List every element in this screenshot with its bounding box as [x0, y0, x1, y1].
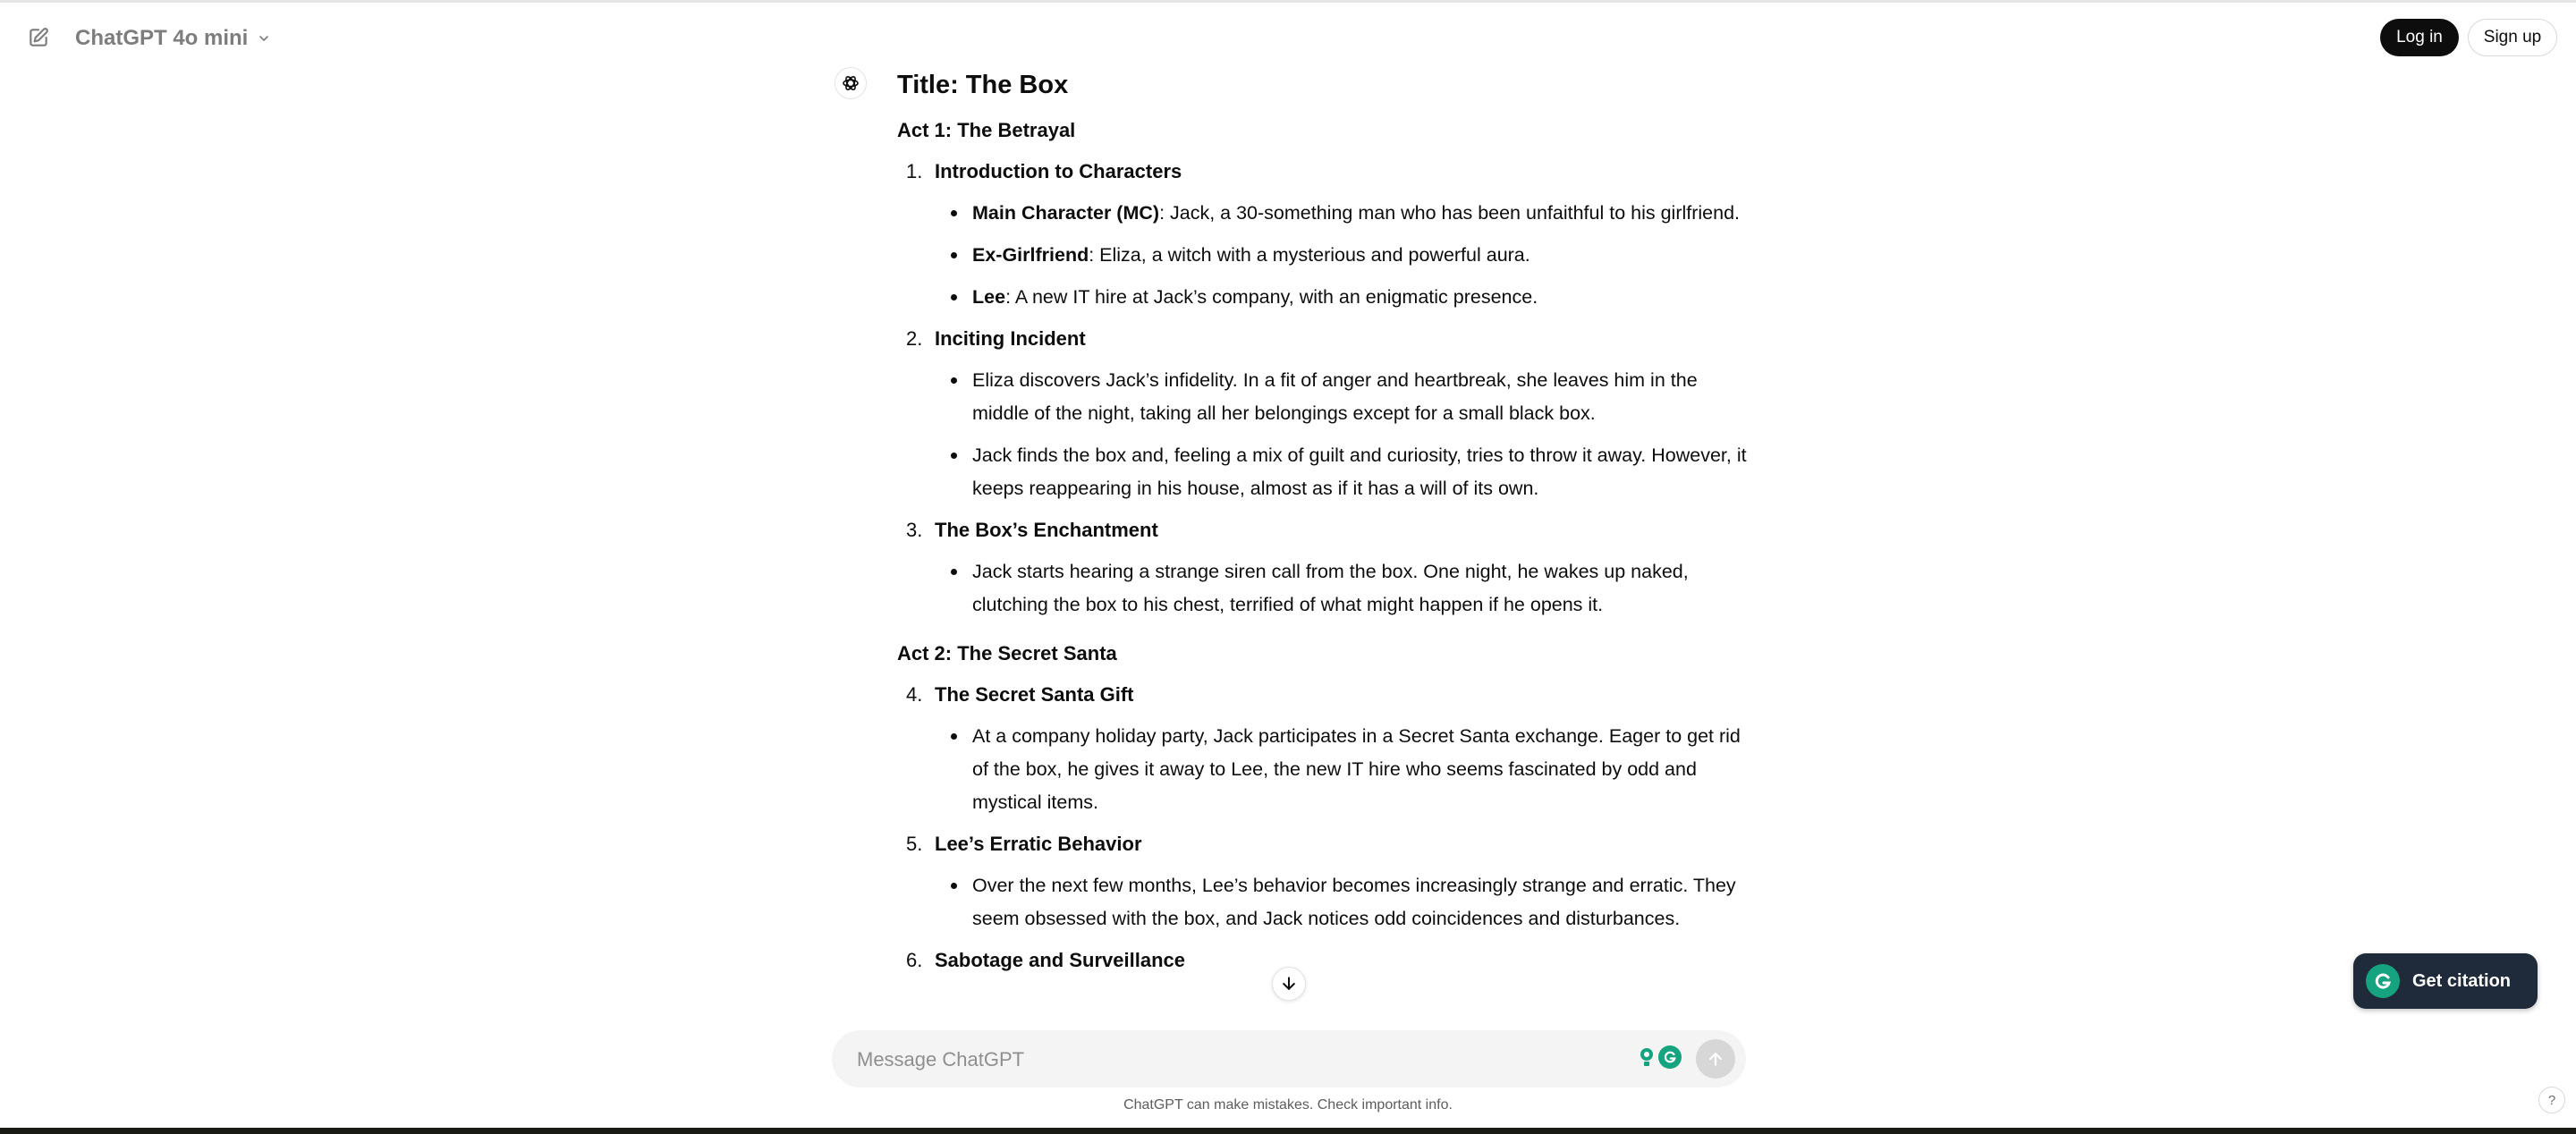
- section-number: 3.: [906, 519, 923, 541]
- new-chat-icon: [27, 26, 50, 49]
- message-composer: [832, 1030, 1746, 1087]
- disclaimer-text: ChatGPT can make mistakes. Check important info.: [1123, 1097, 1453, 1113]
- section-number: 1.: [906, 160, 923, 182]
- section-title: Lee’s Erratic Behavior: [935, 833, 1142, 855]
- section-item: [897, 944, 1756, 977]
- bottom-edge: [0, 1128, 2576, 1134]
- scroll-to-bottom-button[interactable]: [1272, 967, 1306, 1001]
- section-title: Introduction to Characters: [935, 160, 1182, 182]
- section-list: [897, 156, 1756, 622]
- bullet-label: Lee: [972, 286, 1006, 308]
- section-title: Sabotage and Surveillance: [935, 949, 1185, 971]
- section-number: 2.: [906, 327, 923, 350]
- extension-bulb-button[interactable]: [1637, 1046, 1657, 1070]
- signup-button[interactable]: Sign up: [2468, 19, 2557, 56]
- bullet-list: [935, 720, 1756, 819]
- section-title: The Box’s Enchantment: [935, 519, 1158, 541]
- act-heading: Act 2: The Secret Santa: [897, 642, 1117, 664]
- assistant-avatar: [835, 67, 867, 99]
- login-button[interactable]: Log in: [2380, 19, 2459, 56]
- get-citation-label: Get citation: [2412, 970, 2512, 991]
- section-item: [897, 679, 1756, 819]
- bullet-text: : Eliza, a witch with a mysterious and powerful aura.: [1089, 244, 1530, 266]
- grammarly-icon: [1662, 1049, 1678, 1065]
- bullet-label: Ex-Girlfriend: [972, 244, 1089, 266]
- grammarly-icon: [2372, 970, 2394, 992]
- bullet-text: : A new IT hire at Jack’s company, with an enigmatic presence.: [1005, 286, 1538, 308]
- top-bar: [0, 3, 2576, 71]
- openai-logo-icon: [840, 72, 861, 94]
- chevron-down-icon: [257, 31, 271, 46]
- section-item: [897, 514, 1756, 622]
- section-number: 6.: [906, 949, 923, 971]
- section-list: [897, 679, 1756, 977]
- bullet-item: Over the next few months, Lee’s behavior becomes increasingly strange and erratic. They seem obsessed with the box, and Jack notices odd coincidences and disturbances.: [935, 869, 1756, 935]
- bullet-item: [935, 239, 1756, 272]
- get-citation-button[interactable]: [2353, 953, 2538, 1009]
- grammarly-logo: [2366, 964, 2400, 998]
- section-number: 4.: [906, 683, 923, 706]
- arrow-up-icon: [1707, 1050, 1724, 1068]
- section-title: The Secret Santa Gift: [935, 683, 1134, 706]
- grammarly-button[interactable]: [1658, 1045, 1682, 1069]
- act-heading: Act 1: The Betrayal: [897, 119, 1076, 141]
- new-chat-button[interactable]: [23, 22, 54, 53]
- model-selector[interactable]: [75, 21, 271, 55]
- section-item: [897, 828, 1756, 935]
- act-1: [897, 114, 1756, 622]
- bullet-item: At a company holiday party, Jack participates in a Secret Santa exchange. Eager to get rid of the box, he gives it away to Lee, the new IT hire who seems fascinated by odd and mystical items.: [935, 720, 1756, 819]
- bullet-list: [935, 197, 1756, 314]
- bullet-text: : Jack, a 30-something man who has been unfaithful to his girlfriend.: [1159, 202, 1741, 224]
- bullet-label: Main Character (MC): [972, 202, 1160, 224]
- story-title: Title: The Box: [897, 71, 1069, 99]
- bullet-item: Eliza discovers Jack’s infidelity. In a fit of anger and heartbreak, she leaves him in the middle of the night, taking all her belongings except for a small black box.: [935, 364, 1756, 430]
- section-item: [897, 156, 1756, 314]
- help-button[interactable]: ?: [2538, 1087, 2565, 1113]
- bullet-item: Jack finds the box and, feeling a mix of guilt and curiosity, tries to throw it away. However, it keeps reappearing in his house, almost as if it has a will of its own.: [935, 439, 1756, 505]
- section-number: 5.: [906, 833, 923, 855]
- assistant-message: [897, 64, 1756, 1027]
- section-item: [897, 323, 1756, 505]
- section-title: Inciting Incident: [935, 327, 1086, 350]
- bullet-list: [935, 364, 1756, 505]
- bullet-item: Jack starts hearing a strange siren call from the box. One night, he wakes up naked, clutching the box to his chest, terrified of what might happen if he opens it.: [935, 555, 1756, 622]
- model-name: ChatGPT 4o mini: [75, 26, 249, 50]
- bullet-item: [935, 281, 1756, 314]
- bullet-list: [935, 555, 1756, 622]
- act-2: [897, 638, 1756, 977]
- arrow-down-icon: [1280, 975, 1298, 993]
- send-button[interactable]: [1696, 1039, 1735, 1079]
- bullet-item: [935, 197, 1756, 230]
- extension-bulb-icon: [1637, 1046, 1657, 1070]
- bullet-list: [935, 869, 1756, 935]
- message-input[interactable]: [855, 1039, 1556, 1080]
